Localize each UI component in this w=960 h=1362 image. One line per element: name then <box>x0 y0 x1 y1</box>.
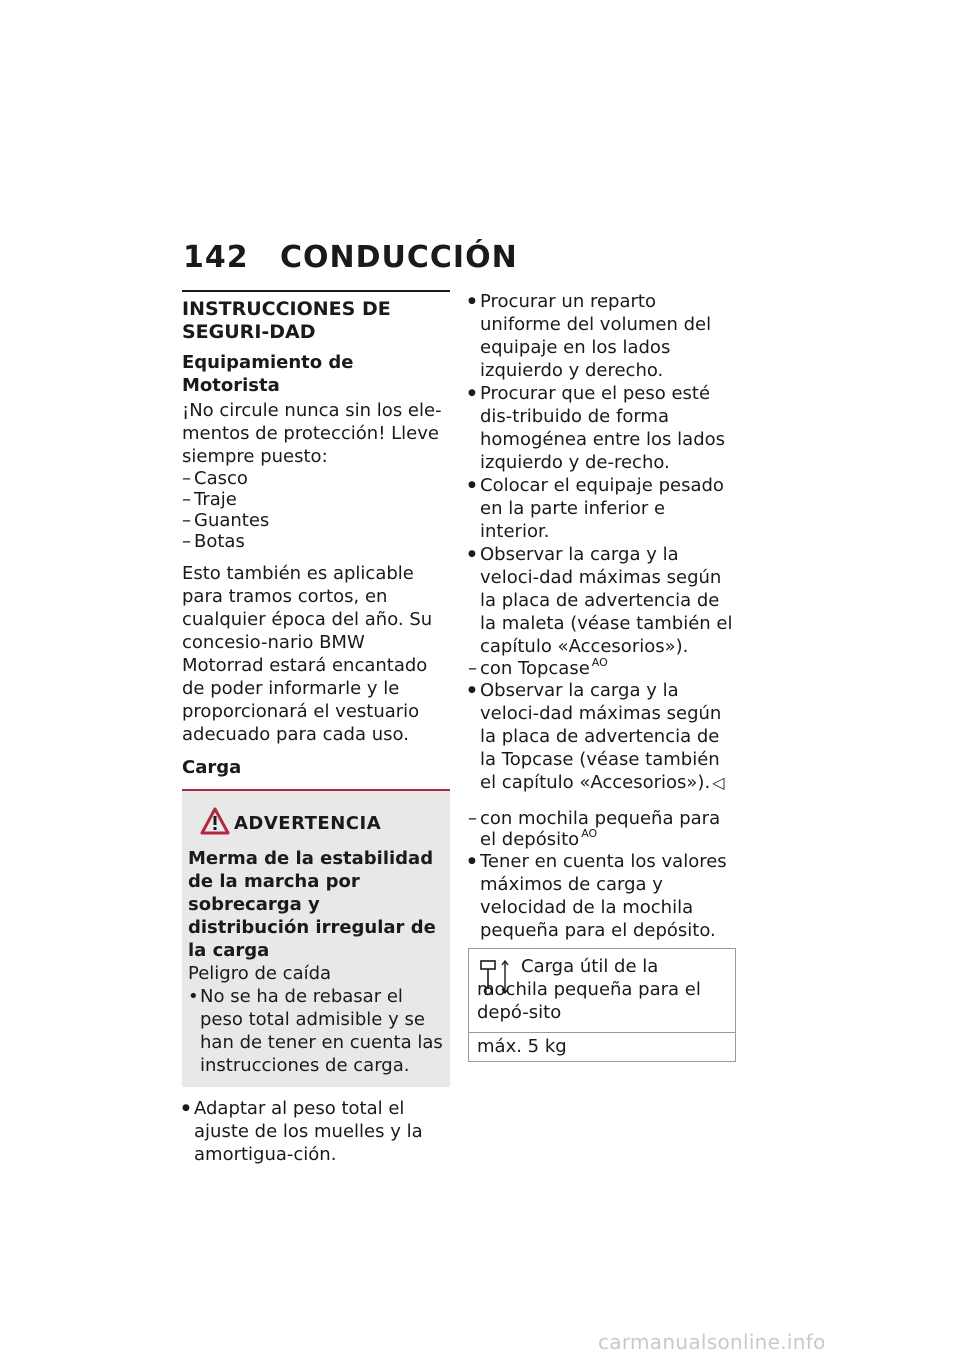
left-column <box>182 290 450 1166</box>
list-item: ● Tener en cuenta los valores máximos de carga y velocidad de la mochila pequeña para el depósito. <box>468 850 738 942</box>
list-item: – Traje <box>182 489 450 510</box>
page-header <box>183 240 743 280</box>
watermark: carmanualsonline.info <box>598 1330 826 1354</box>
list-item: ● Colocar el equipaje pesado en la parte inferior e interior. <box>468 474 738 543</box>
warning-heading: Merma de la estabilidad de la marcha por sobrecarga y distribución irregular de la carga <box>188 848 436 961</box>
list-item: ● Observar la carga y la veloci-dad máximas según la placa de advertencia de la maleta (véase también el capítulo «Accesorios»). <box>468 543 738 658</box>
warning-header <box>188 807 444 841</box>
list-item: ● Adaptar al peso total el ajuste de los muelles y la amortigua-ción. <box>182 1097 450 1166</box>
topcase-label: con Topcase <box>480 658 590 679</box>
safety-title: INSTRUCCIONES DE SEGURI-DAD <box>182 298 391 343</box>
list-item: ● Procurar un reparto uniforme del volumen del equipaje en los lados izquierdo y derecho. <box>468 290 738 382</box>
section-title: CONDUCCIÓN <box>280 240 518 275</box>
list-item: ● Procurar que el peso esté dis-tribuido de forma homogénea entre los lados izquierdo y de-recho. <box>468 382 738 474</box>
carga-heading: Carga <box>182 757 242 778</box>
warning-item: • No se ha de rebasar el peso total admisible y se han de tener en cuenta las instrucciones de carga. <box>188 985 444 1077</box>
right-column <box>468 290 738 1062</box>
list-item: – Guantes <box>182 510 450 531</box>
list-item: – Botas <box>182 531 450 552</box>
topcase-sup: AO <box>591 656 608 669</box>
warning-box <box>182 789 450 1087</box>
list-item: – Casco <box>182 468 450 489</box>
equipment-paragraph: Esto también es aplicable para tramos cortos, en cualquier época del año. Su concesio-nario BMW Motorrad estará encantado de poder informarle y le proporcionará el vestuario adecuado para cada uso. <box>182 563 433 745</box>
spec-label: Carga útil de la mochila pequeña para el depó-sito <box>477 956 701 1023</box>
spec-table <box>468 948 736 1062</box>
spec-value: máx. 5 kg <box>477 1036 567 1057</box>
equipment-subtitle: Equipamiento de Motorista <box>182 352 354 396</box>
tankbag-condition <box>468 808 738 850</box>
page-number: 142 <box>183 240 249 275</box>
tankbag-sup: AO <box>581 827 598 840</box>
warning-triangle-icon <box>200 807 230 835</box>
warning-title: ADVERTENCIA <box>234 813 382 834</box>
tankbag-label: con mochila pequeña para el depósito <box>480 808 721 850</box>
end-mark-icon: ◁ <box>712 773 725 792</box>
warning-risk: Peligro de caída <box>188 963 332 984</box>
equipment-intro: ¡No circule nunca sin los ele-mentos de protección! Lleve siempre puesto: <box>182 400 442 467</box>
weight-scale-icon <box>479 957 513 997</box>
topcase-condition <box>468 658 738 679</box>
spec-header <box>469 949 735 1033</box>
list-item <box>468 679 738 794</box>
topcase-bullet-text: Observar la carga y la veloci-dad máximas según la placa de advertencia de la Topcase (véase también el capítulo «Accesorios»). <box>480 680 722 793</box>
top-rule <box>182 290 450 292</box>
